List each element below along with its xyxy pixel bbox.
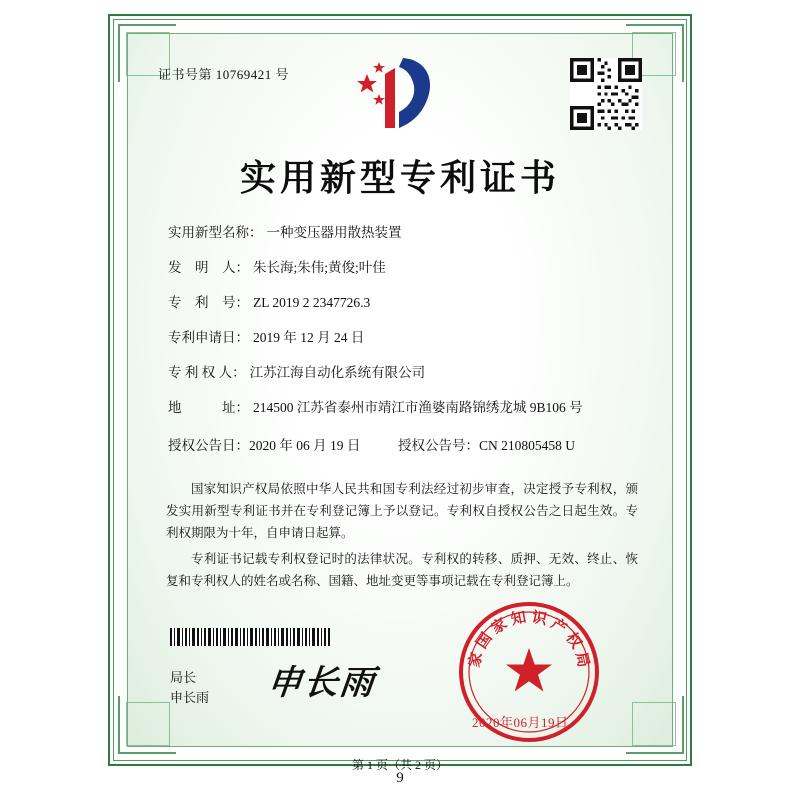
field-value: 一种变压器用散热装置 xyxy=(266,225,402,240)
grant-date-value: 2020 年 06 月 19 日 xyxy=(249,438,361,453)
svg-text:产: 产 xyxy=(547,615,570,638)
svg-text:国: 国 xyxy=(473,630,496,652)
page-number: 9 xyxy=(396,770,404,786)
field-label: 发 明 人： xyxy=(168,260,249,275)
svg-text:家: 家 xyxy=(466,650,486,669)
qr-code-icon xyxy=(570,58,642,130)
barcode xyxy=(170,628,330,646)
field-label: 实用新型名称： xyxy=(168,225,263,240)
field-label: 专利申请日： xyxy=(168,330,249,345)
corner-ornament-bottom-right xyxy=(626,696,684,754)
field-row xyxy=(168,364,638,382)
field-row xyxy=(168,399,638,417)
page-indicator: 第 1 页（共 2 页） xyxy=(351,758,448,772)
field-row xyxy=(168,294,638,312)
signature-title: 局长 xyxy=(170,670,197,685)
svg-text:知: 知 xyxy=(509,609,528,629)
fields-list xyxy=(168,224,638,462)
svg-text:识: 识 xyxy=(530,609,549,629)
svg-text:家: 家 xyxy=(488,615,511,638)
field-value: 214500 江苏省泰州市靖江市渔婆南路锦绣龙城 9B106 号 xyxy=(253,400,583,415)
field-row xyxy=(168,224,638,242)
field-label: 专 利 权 人： xyxy=(168,365,246,380)
seal-date: 2020年06月19日 xyxy=(472,715,569,730)
field-value: 朱长海;朱伟;黄俊;叶佳 xyxy=(253,260,386,275)
field-row xyxy=(168,329,638,347)
patent-office-logo-icon xyxy=(355,52,445,132)
certificate-number: 证书号第 10769421 号 xyxy=(158,67,290,82)
grant-number-value: CN 210805458 U xyxy=(479,438,576,453)
svg-text:局: 局 xyxy=(572,650,592,669)
field-value: ZL 2019 2 2347726.3 xyxy=(253,295,371,310)
grant-date-label: 授权公告日： xyxy=(168,438,249,453)
paragraph: 专利证书记载专利权登记时的法律状况。专利权的转移、质押、无效、终止、恢复和专利权人的姓名或名称、国籍、地址变更等事项记载在专利登记簿上。 xyxy=(166,552,638,588)
field-row xyxy=(168,259,638,277)
grant-number xyxy=(398,434,638,454)
signature-block xyxy=(170,668,209,708)
grant-date xyxy=(168,434,398,454)
grant-number-label: 授权公告号： xyxy=(398,438,479,453)
signature-name: 申长雨 xyxy=(170,690,210,705)
legal-text xyxy=(166,478,638,596)
field-value: 江苏江海自动化系统有限公司 xyxy=(249,365,426,380)
field-label: 专 利 号： xyxy=(168,295,249,310)
grant-announcement-row xyxy=(168,434,638,454)
paragraph: 国家知识产权局依照中华人民共和国专利法经过初步审查，决定授予专利权，颁发实用新型专利证书并在专利登记簿上予以登记。专利权自授权公告之日起生效。专利权期限为十年，自申请日起算。 xyxy=(166,482,638,540)
svg-text:权: 权 xyxy=(562,630,585,652)
page-title: 实用新型专利证书 xyxy=(239,158,560,198)
handwritten-signature: 申长雨 xyxy=(265,663,378,703)
field-value: 2019 年 12 月 24 日 xyxy=(253,330,365,345)
corner-ornament-bottom-left xyxy=(118,696,176,754)
field-label: 地 址： xyxy=(168,400,249,415)
